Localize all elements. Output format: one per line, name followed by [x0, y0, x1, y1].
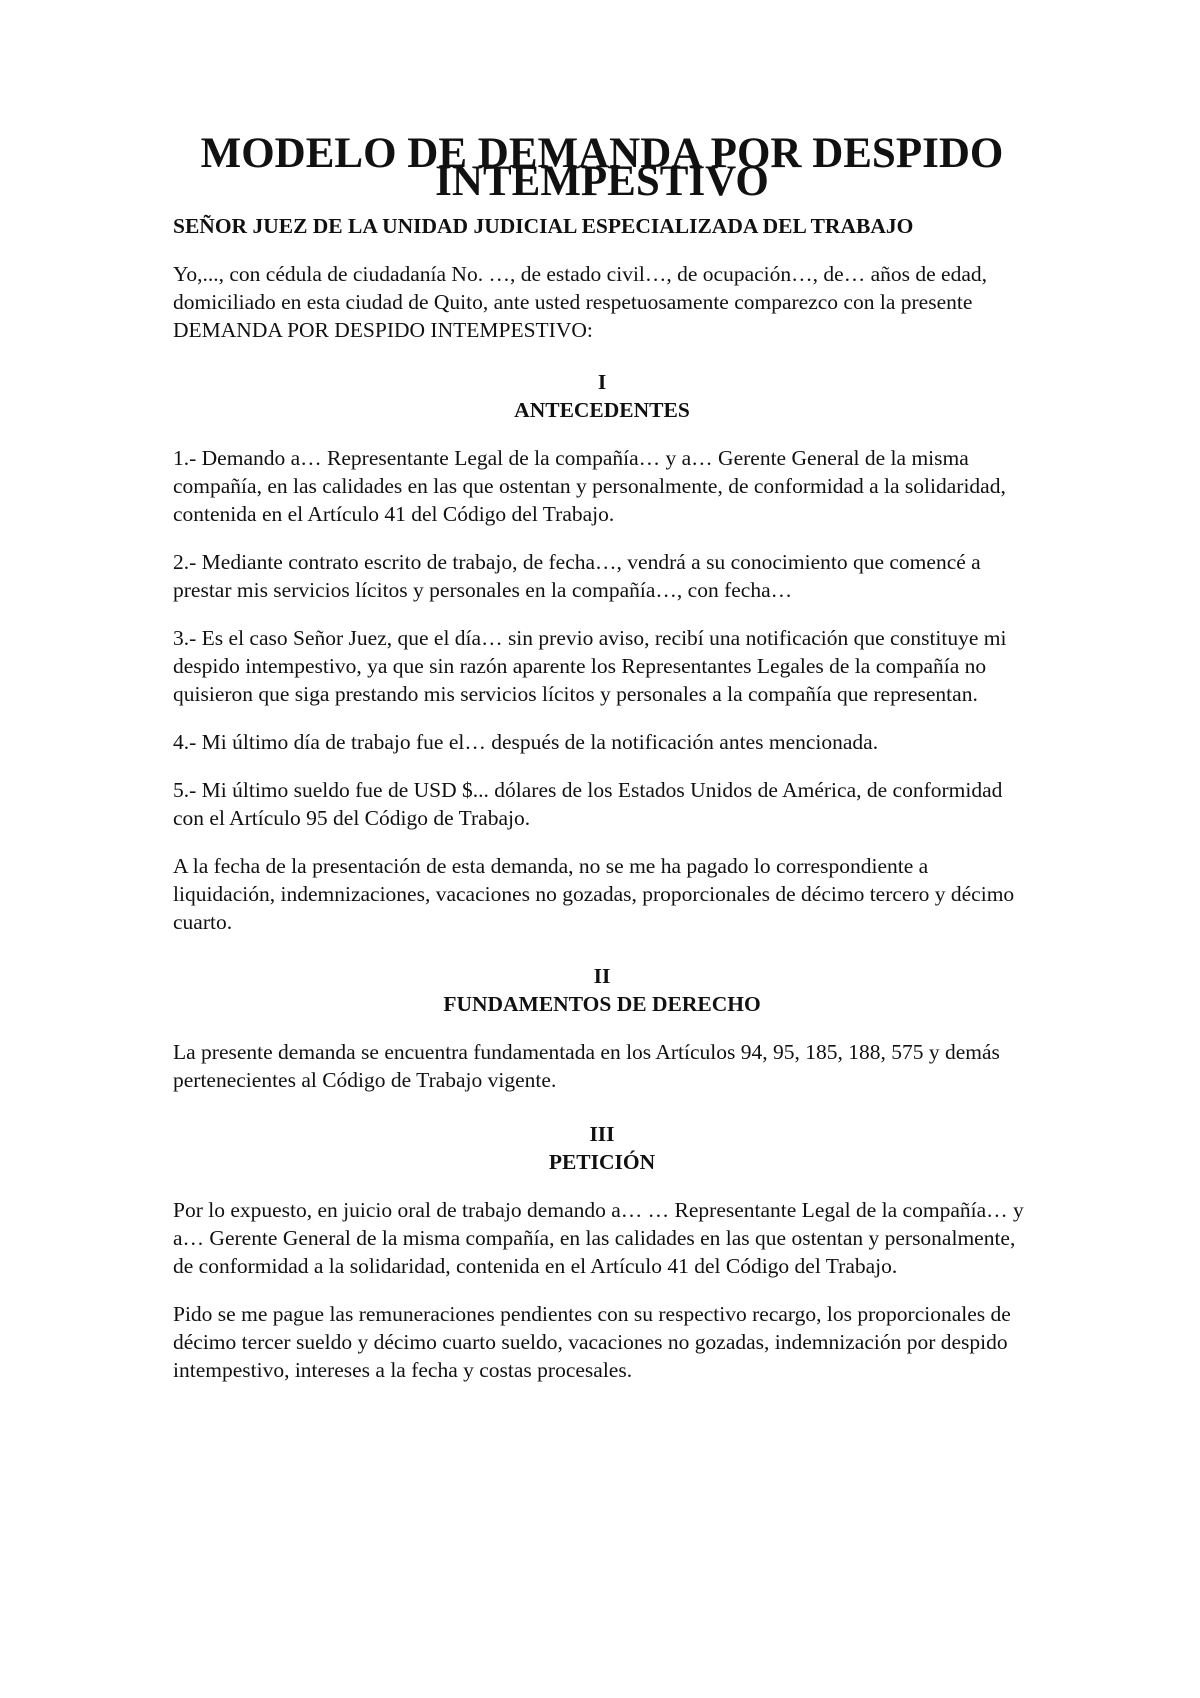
- intro-paragraph: Yo,..., con cédula de ciudadanía No. …, de estado civil…, de ocupación…, de… años de edad, domiciliado en esta ciudad de Quito, ante usted respetuosamente comparezco con la presente DEMANDA POR DESPIDO INTEMPESTIVO:: [173, 262, 987, 342]
- paragraph-antecedente-4: 4.- Mi último día de trabajo fue el… después de la notificación antes mencionada.: [173, 730, 879, 754]
- paragraph-fundamentos: La presente demanda se encuentra fundamentada en los Artículos 94, 95, 185, 188, 575 y demás pertenecientes al Código de Trabajo vigente.: [173, 1040, 1000, 1092]
- addressee-line: SEÑOR JUEZ DE LA UNIDAD JUDICIAL ESPECIALIZADA DEL TRABAJO: [173, 214, 914, 238]
- paragraph-antecedente-2: 2.- Mediante contrato escrito de trabajo, de fecha…, vendrá a su conocimiento que comencé a prestar mis servicios lícitos y personales en la compañía…, con fecha…: [173, 550, 981, 602]
- paragraph-antecedente-1: 1.- Demando a… Representante Legal de la compañía… y a… Gerente General de la misma compañía, en las calidades en las que ostentan y personalmente, de conformidad a la solidaridad, contenida en el Artículo 41 del Código del Trabajo.: [173, 446, 1006, 526]
- section-title: ANTECEDENTES: [514, 398, 690, 422]
- section-numeral: II: [593, 964, 611, 988]
- document-page: [173, 130, 1031, 1384]
- paragraph-antecedente-3: 3.- Es el caso Señor Juez, que el día… sin previo aviso, recibí una notificación que constituye mi despido intempestivo, ya que sin razón aparente los Representantes Legales de la compañía no quisieron que siga prestando mis servicios lícitos y personales a la compañía que representan.: [173, 626, 1007, 706]
- paragraph-peticion-1: Por lo expuesto, en juicio oral de trabajo demando a… … Representante Legal de la compañía… y a… Gerente General de la misma compañía, en las calidades en las que ostentan y personalmente, de conformidad a la solidaridad, contenida en el Artículo 41 del Código del Trabajo.: [173, 1198, 1024, 1278]
- paragraph-peticion-2: Pido se me pague las remuneraciones pendientes con su respectivo recargo, los proporcionales de décimo tercer sueldo y décimo cuarto sueldo, vacaciones no gozadas, indemnización por despido intempestivo, intereses a la fecha y costas procesales.: [173, 1302, 1011, 1382]
- section-heading-fundamentos: [173, 962, 1031, 1018]
- section-numeral: I: [597, 370, 607, 394]
- section-title: FUNDAMENTOS DE DERECHO: [443, 992, 761, 1016]
- paragraph-antecedente-5: 5.- Mi último sueldo fue de USD $... dólares de los Estados Unidos de América, de conformidad con el Artículo 95 del Código de Trabajo.: [173, 778, 1003, 830]
- section-title: PETICIÓN: [548, 1150, 656, 1174]
- section-heading-antecedentes: [173, 368, 1031, 424]
- paragraph-antecedente-summary: A la fecha de la presentación de esta demanda, no se me ha pagado lo correspondiente a liquidación, indemnizaciones, vacaciones no gozadas, proporcionales de décimo tercero y décimo cuarto.: [173, 854, 1015, 934]
- section-heading-peticion: [173, 1120, 1031, 1176]
- document-title: MODELO DE DEMANDA POR DESPIDO INTEMPESTIVO: [200, 130, 1004, 205]
- section-numeral: III: [589, 1122, 615, 1146]
